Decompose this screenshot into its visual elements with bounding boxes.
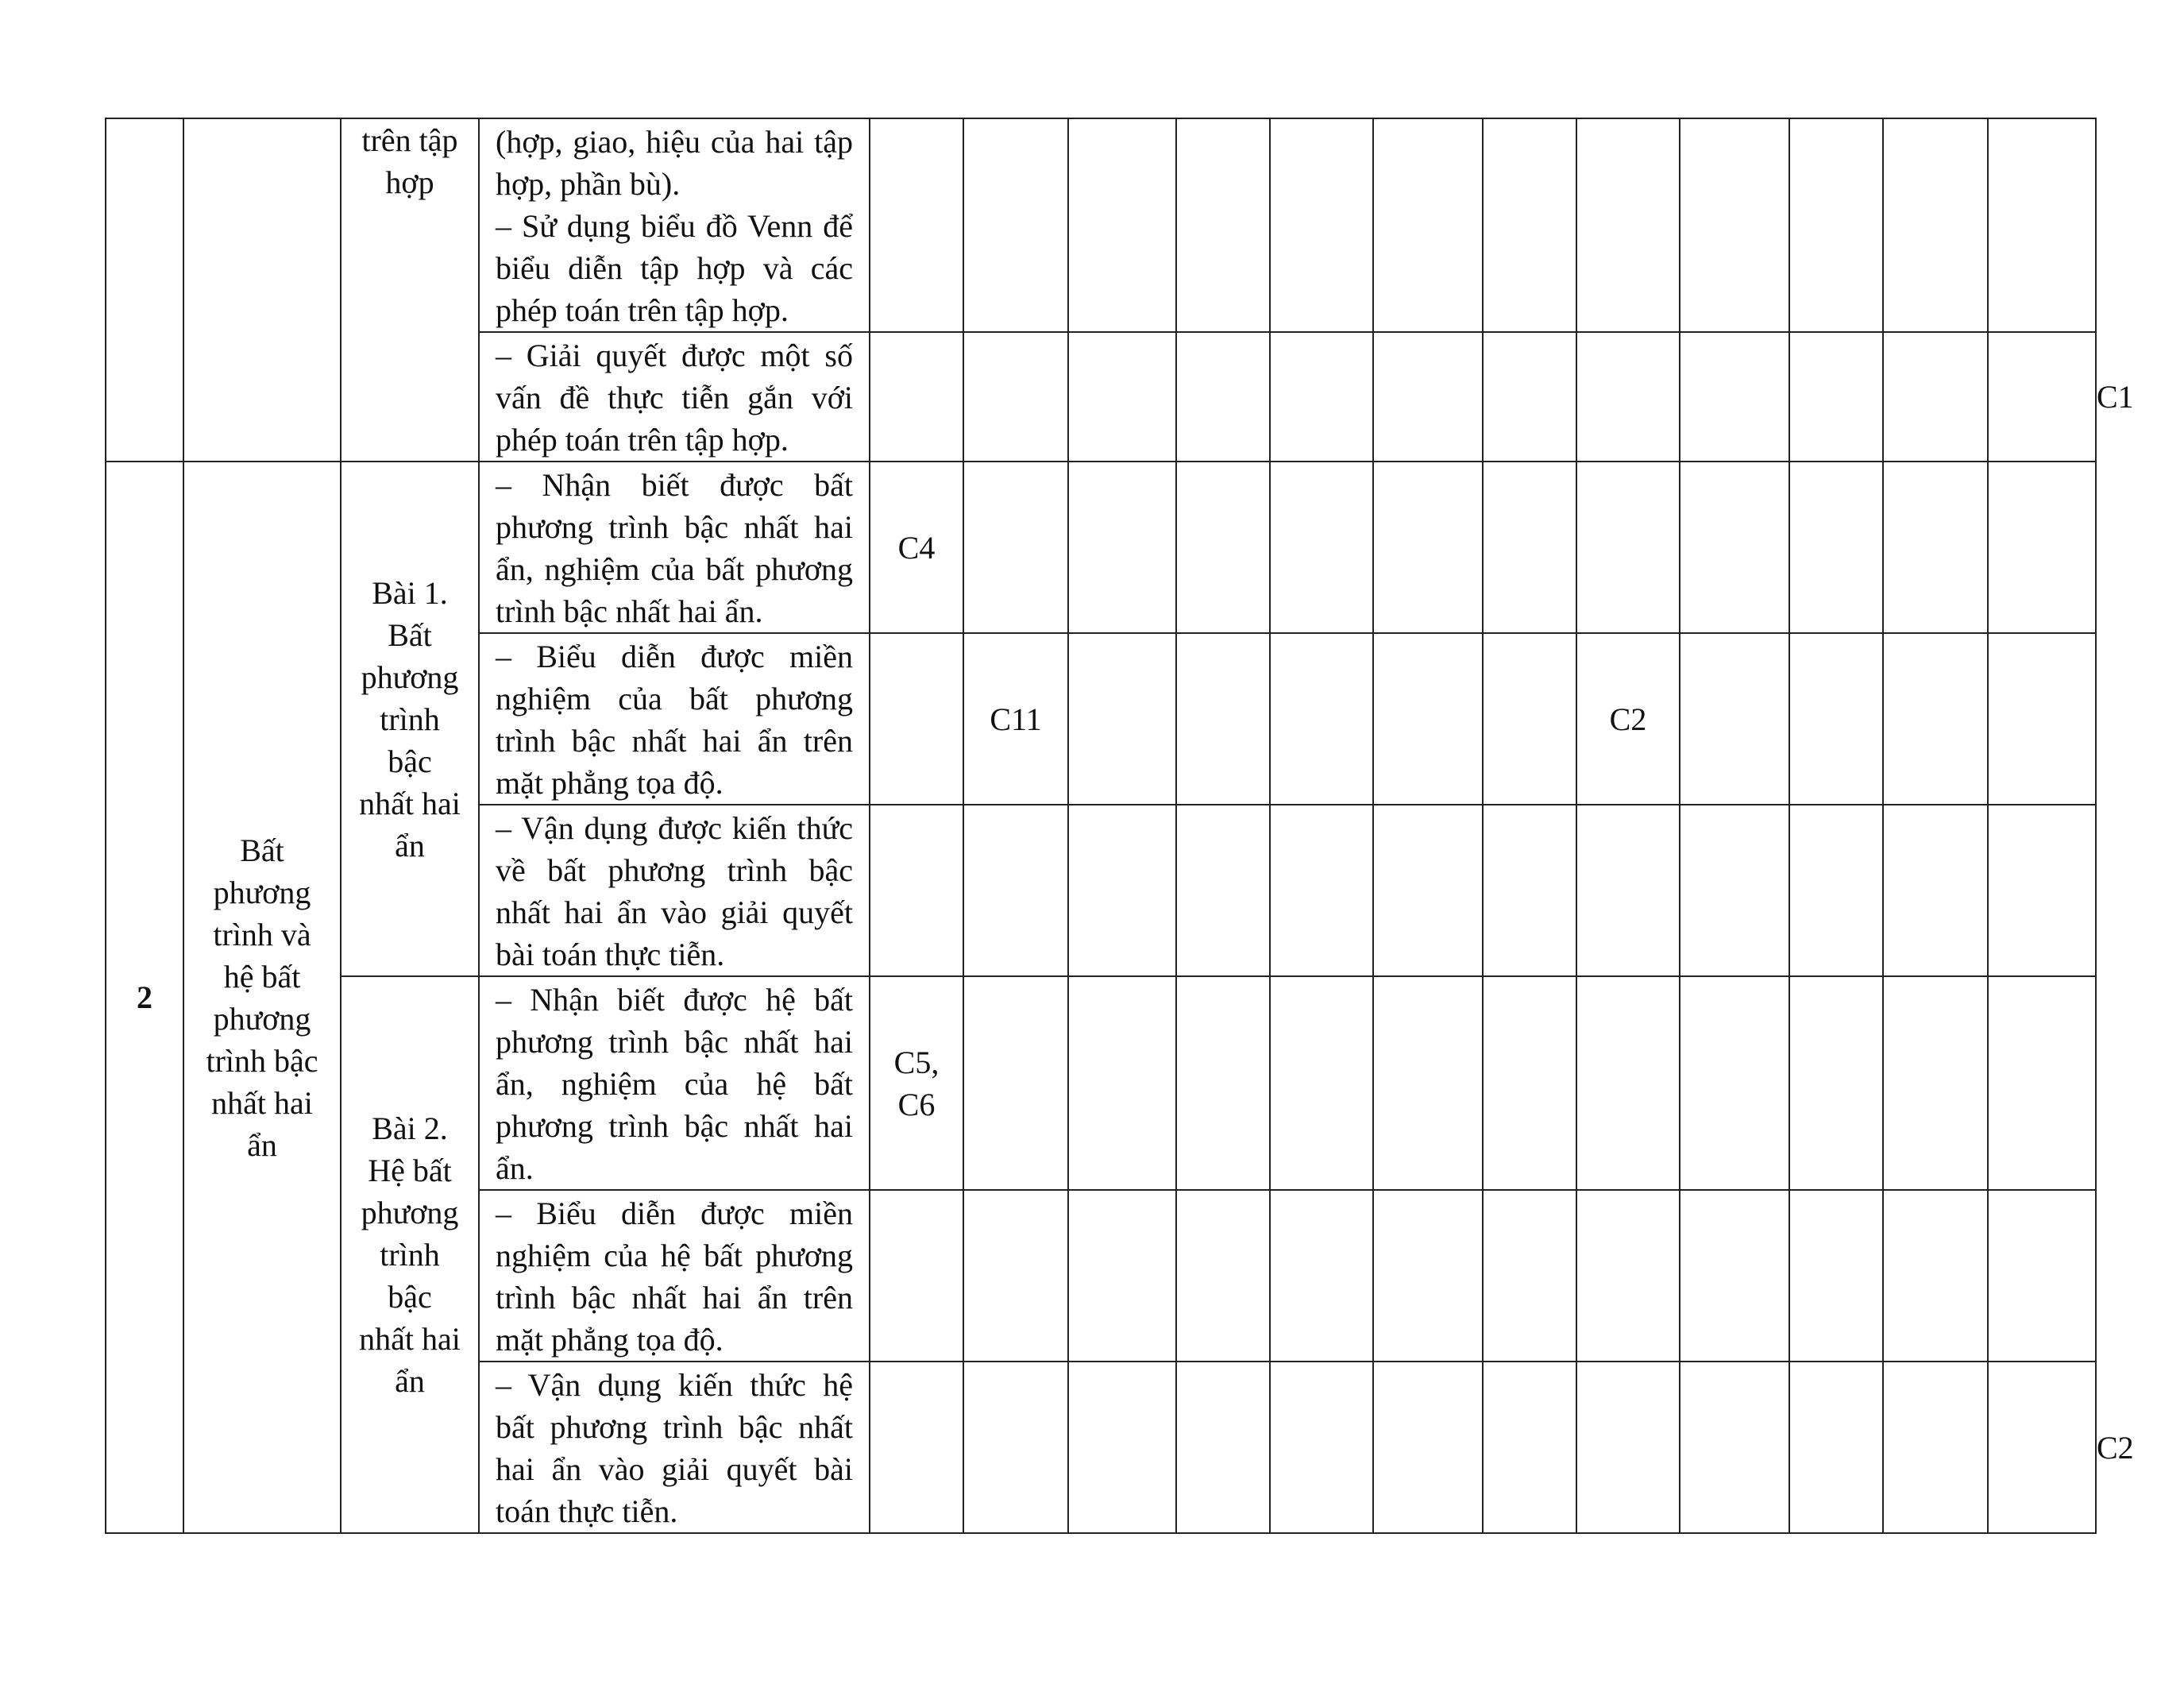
question-cell	[1270, 332, 1373, 462]
requirement-cell: – Nhận biết được bất phương trình bậc nhất hai ẩn, nghiệm của bất phương trình bậc nhất hai ẩn.	[479, 462, 870, 633]
table-row: – Vận dụng kiến thức hệ bất phương trình bậc nhất hai ẩn vào giải quyết bài toán thực tiễn. C2	[106, 1362, 2096, 1533]
question-cell	[1270, 462, 1373, 633]
question-cell	[1789, 118, 1883, 332]
question-cell	[1373, 1362, 1483, 1533]
lesson-title-line: bậc	[388, 743, 432, 779]
requirement-cell	[479, 118, 870, 332]
question-cell	[1680, 462, 1789, 633]
table-row	[106, 976, 2096, 1190]
chapter-number-cell	[106, 118, 183, 462]
question-cell	[1068, 633, 1176, 805]
question-cell	[1270, 976, 1373, 1190]
lesson-title-line: trên tập	[361, 122, 458, 158]
question-cell	[1176, 805, 1270, 976]
question-cell	[1789, 1362, 1883, 1533]
requirement-text: (hợp, giao, hiệu của hai tập hợp, phần bù).	[496, 124, 853, 202]
question-cell	[1068, 1362, 1176, 1533]
requirement-cell: – Biểu diễn được miền nghiệm của bất phương trình bậc nhất hai ẩn trên mặt phẳng tọa độ.	[479, 633, 870, 805]
question-cell	[1789, 462, 1883, 633]
question-cell	[1483, 1362, 1576, 1533]
question-cell	[870, 1190, 963, 1362]
question-cell	[1789, 976, 1883, 1190]
question-cell	[1176, 332, 1270, 462]
question-cell	[1789, 633, 1883, 805]
question-cell	[1883, 805, 1988, 976]
lesson-title-line: ẩn	[395, 827, 425, 863]
topic-cell	[183, 462, 341, 1533]
lesson-title-line: ẩn	[395, 1363, 425, 1399]
chapter-number-cell: 2	[106, 462, 183, 1533]
question-cell	[1373, 976, 1483, 1190]
question-cell	[1068, 332, 1176, 462]
question-cell	[870, 1362, 963, 1533]
question-cell	[1680, 118, 1789, 332]
lesson-title-line: trình	[380, 1237, 440, 1273]
lesson-title-line: nhất hai	[359, 1321, 461, 1357]
question-cell	[1789, 805, 1883, 976]
question-cell	[1483, 332, 1576, 462]
topic-cell	[183, 118, 341, 462]
question-cell	[1576, 1362, 1680, 1533]
requirement-text: – Giải quyết được một số vấn đề thực tiễn gắn với phép toán trên tập hợp.	[496, 338, 853, 458]
question-cell	[1988, 462, 2096, 633]
question-cell	[1576, 1190, 1680, 1362]
question-cell	[1680, 976, 1789, 1190]
question-cell	[1883, 633, 1988, 805]
question-cell	[963, 976, 1068, 1190]
question-cell	[1068, 1190, 1176, 1362]
requirement-cell: – Biểu diễn được miền nghiệm của hệ bất phương trình bậc nhất hai ẩn trên mặt phẳng tọa độ.	[479, 1190, 870, 1362]
question-cell	[963, 332, 1068, 462]
question-cell	[1883, 976, 1988, 1190]
question-cell	[1680, 805, 1789, 976]
question-cell	[1576, 118, 1680, 332]
question-cell	[1373, 1190, 1483, 1362]
topic-line: phương	[213, 874, 311, 910]
topic-line: phương	[213, 1000, 311, 1037]
question-cell	[1576, 462, 1680, 633]
question-cell	[1176, 976, 1270, 1190]
topic-line: ẩn	[247, 1126, 277, 1163]
question-cell	[1270, 1190, 1373, 1362]
lesson-title-line: phương	[361, 659, 459, 695]
question-cell	[1883, 332, 1988, 462]
lesson-title-line: phương	[361, 1195, 459, 1230]
question-cell	[1068, 805, 1176, 976]
question-cell	[1988, 332, 2096, 462]
question-cell	[1068, 976, 1176, 1190]
question-cell	[1176, 1362, 1270, 1533]
question-cell	[1789, 332, 1883, 462]
question-cell	[1883, 462, 1988, 633]
assessment-matrix-table	[105, 118, 2134, 1534]
question-cell	[1883, 1362, 1988, 1533]
question-cell: C11	[963, 633, 1068, 805]
question-cell	[870, 332, 963, 462]
question-cell	[1270, 805, 1373, 976]
lesson-title-line: Bất	[388, 616, 432, 653]
lesson-title-line: Bài 2.	[372, 1111, 448, 1146]
topic-line: hệ bất	[223, 958, 301, 995]
requirement-text: – Sử dụng biểu đồ Venn để biểu diễn tập hợp và các phép toán trên tập hợp.	[496, 208, 853, 328]
question-cell	[1483, 805, 1576, 976]
lesson-title-line: Hệ bất	[368, 1153, 452, 1188]
question-cell	[870, 805, 963, 976]
topic-line: trình bậc	[206, 1042, 318, 1079]
question-cell	[1883, 118, 1988, 332]
lesson-title-cell	[341, 118, 479, 462]
topic-line: trình và	[213, 916, 311, 952]
question-cell	[963, 118, 1068, 332]
question-cell	[963, 805, 1068, 976]
question-cell	[1270, 633, 1373, 805]
lesson-title-line: Bài 1.	[372, 574, 448, 611]
question-cell	[1068, 118, 1176, 332]
question-cell	[870, 633, 963, 805]
question-cell	[1789, 1190, 1883, 1362]
question-cell	[1576, 976, 1680, 1190]
lesson-title-cell	[341, 976, 479, 1533]
question-cell	[1373, 118, 1483, 332]
question-cell	[1483, 633, 1576, 805]
question-cell	[1680, 633, 1789, 805]
requirement-cell: – Nhận biết được hệ bất phương trình bậc nhất hai ẩn, nghiệm của hệ bất phương trình bậc nhất hai ẩn.	[479, 976, 870, 1190]
topic-line: nhất hai	[211, 1084, 313, 1121]
requirement-cell: – Vận dụng được kiến thức về bất phương trình bậc nhất hai ẩn vào giải quyết bài toán thực tiễn.	[479, 805, 870, 976]
question-cell	[1483, 118, 1576, 332]
question-cell	[1988, 1190, 2096, 1362]
question-cell	[1988, 633, 2096, 805]
lesson-title-line: bậc	[388, 1279, 432, 1315]
lesson-title-line: nhất hai	[359, 785, 461, 821]
question-cell	[1483, 976, 1576, 1190]
question-cell	[1576, 805, 1680, 976]
question-cell	[1270, 118, 1373, 332]
lesson-title-line: trình	[380, 701, 440, 737]
question-cell	[1988, 118, 2096, 332]
table-row	[106, 462, 2096, 633]
question-cell	[1576, 332, 1680, 462]
question-cell	[1176, 462, 1270, 633]
lesson-title-line: hợp	[385, 164, 434, 200]
lesson-title-cell	[341, 462, 479, 976]
question-cell	[1680, 1362, 1789, 1533]
question-cell	[1373, 633, 1483, 805]
question-cell	[1680, 332, 1789, 462]
question-cell	[1176, 633, 1270, 805]
requirement-cell	[479, 332, 870, 462]
question-cell: C2	[1576, 633, 1680, 805]
question-cell: C5, C6	[870, 976, 963, 1190]
question-cell: C4	[870, 462, 963, 633]
question-cell	[1373, 332, 1483, 462]
question-cell	[963, 1362, 1068, 1533]
question-cell	[1176, 1190, 1270, 1362]
question-cell	[1988, 976, 2096, 1190]
question-cell	[1988, 1362, 2096, 1533]
question-cell	[1483, 462, 1576, 633]
question-cell	[1483, 1190, 1576, 1362]
table-row	[106, 118, 2096, 332]
question-cell	[1068, 462, 1176, 633]
question-cell	[1373, 805, 1483, 976]
question-cell	[963, 1190, 1068, 1362]
question-cell	[1270, 1362, 1373, 1533]
topic-line: Bất	[240, 832, 284, 868]
question-cell	[1176, 118, 1270, 332]
question-cell	[1373, 462, 1483, 633]
question-cell	[870, 118, 963, 332]
question-cell	[1883, 1190, 1988, 1362]
question-cell	[1988, 805, 2096, 976]
question-cell	[963, 462, 1068, 633]
requirement-cell: – Vận dụng kiến thức hệ bất phương trình bậc nhất hai ẩn vào giải quyết bài toán thực tiễn.	[479, 1362, 870, 1533]
question-cell	[1680, 1190, 1789, 1362]
table-row: – Giải quyết được một số vấn đề thực tiễn gắn với phép toán trên tập hợp. C1	[106, 332, 2096, 462]
